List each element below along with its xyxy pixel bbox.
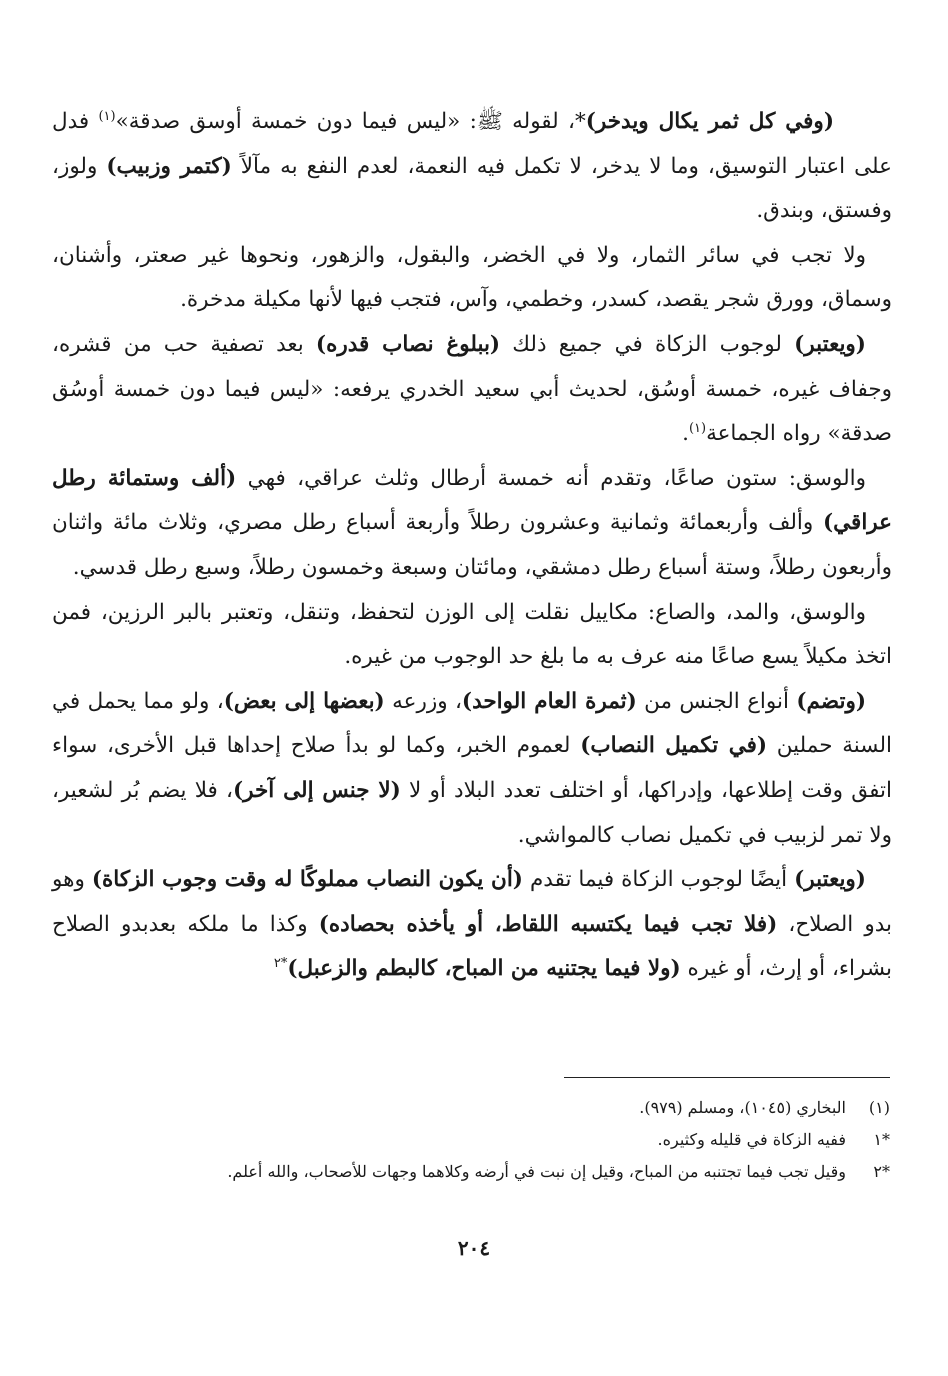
text-span: ولا تجب في سائر الثمار، ولا في الخضر، والبقول، والزهور، ونحوها غير صعتر، وأشنان، وسماق، وورق شجر يقصد، كسدر، وخطمي، وآس، فتجب فيها لأنها مكيلة مدخرة. (52, 242, 892, 313)
bold-term: (ألف وستمائة رطل عراقي) (52, 465, 892, 536)
text-span: لوجوب الزكاة في جميع ذلك (500, 331, 795, 357)
footnote (52, 1124, 890, 1156)
footnote-number: *١ (873, 1130, 890, 1149)
footnote-marker: * (574, 109, 586, 134)
text-span: أنواع الجنس من (636, 688, 797, 714)
bold-term: (فلا تجب فيما يكتسبه اللقاط، أو يأخذه بحصاده) (318, 911, 778, 937)
footnote (52, 1092, 890, 1124)
text-span: والوسق، والمد، والصاع: مكاييل نقلت إلى الوزن لتحفظ، وتنقل، وتعتبر بالبر الرزين، فمن اتخذ مكيلاً يسع صاعًا منه عرف به ما بلغ حد الوجوب من غيره. (52, 599, 892, 670)
text-span: ، وزرعه (384, 688, 462, 714)
page-number: ٢٠٤ (457, 1236, 491, 1260)
text-span: ، ولو مما يحمل في السنة حملين (52, 688, 892, 759)
paragraph-4 (52, 457, 892, 591)
bold-term: (ولا فيما يجتنيه من المباح، كالبطم والزعبل) (287, 956, 681, 982)
text-span: والوسق: ستون صاعًا، وتقدم أنه خمسة أرطال وثلث عراقي، فهي (236, 465, 867, 491)
paragraph-3 (52, 323, 892, 457)
text-span: وألف وأربعمائة وثمانية وعشرون رطلاً وأربعة أسباع رطل مصري، وثلاث مائة واثنان وأربعون رطلاً، وستة أسباع رطل دمشقي، ومائتان وسبعة وخمسون رطلاً، وسبع رطل قدسي. (52, 510, 892, 580)
paragraph-7 (52, 858, 892, 992)
bold-term: (ويعتبر) (794, 331, 866, 357)
footnotes (52, 1092, 890, 1188)
text-span: وكذا ما ملكه بعدبدو الصلاح بشراء، أو إرث، أو غيره (52, 911, 892, 982)
text-span: . (682, 421, 689, 447)
bold-term: (في تكميل النصاب) (580, 733, 768, 759)
footnote-separator (564, 1077, 890, 1078)
bold-term: (كتمر وزبيب) (106, 153, 232, 179)
paragraph-2 (52, 234, 892, 323)
paragraph-5 (52, 591, 892, 680)
bold-term: (وفي كل ثمر يكال ويدخر) (585, 109, 834, 134)
text-span: ، فلا يضم بُر لشعير، ولا تمر لزبيب في تكميل نصاب كالمواشي. (52, 777, 892, 848)
text-span: لعموم الخبر، وكما لو بدأ صلاح إحداها قبل الأخرى، سواء اتفق وقت إطلاعها، وإدراكها، أو اختلف تعدد البلاد أو لا (52, 733, 893, 803)
paragraph-1 (52, 100, 892, 234)
footnote-number: (١) (868, 1098, 890, 1117)
paragraph-6 (52, 680, 892, 858)
footnote-text: وقيل تجب فيما تجتنبه من المباح، وقيل إن نبت في أرضه وكلاهما وجهات للأصحاب، والله أعلم. (227, 1162, 846, 1181)
bold-term: (وتضم) (796, 688, 866, 714)
main-text (52, 100, 892, 992)
footnote-number: *٢ (873, 1162, 890, 1181)
footnote-text: البخاري (١٠٤٥)، ومسلم (٩٧٩). (639, 1098, 846, 1117)
bold-term: (بعضها إلى بعض) (223, 688, 385, 714)
text-span: بعد تصفية حب من قشره، وجفاف غيره، خمسة أوسُق، لحديث أبي سعيد الخدري يرفعه: «ليس فيما دون خمسة أوسُق صدقة» رواه الجماعة (52, 331, 892, 447)
bold-term: (ببلوغ نصاب قدره) (315, 331, 501, 357)
text-span: وهو بدو الصلاح، (52, 867, 892, 937)
bold-term: (ثمرة العام الواحد) (461, 688, 637, 714)
footnote-text: ففيه الزكاة في قليله وكثيره. (657, 1130, 846, 1149)
footnote-ref: (١) (688, 421, 707, 436)
bold-term: (لا جنس إلى آخر) (232, 777, 401, 803)
text-span: أيضًا لوجوب الزكاة فيما تقدم (522, 867, 795, 893)
bold-term: (ويعتبر) (794, 867, 866, 893)
text-span: فدل على اعتبار التوسيق، وما لا يدخر، لا تكمل فيه النعمة، لعدم النفع به مآلاً (52, 109, 893, 179)
footnote (52, 1156, 890, 1188)
text-span: ولوز، وفستق، وبندق. (52, 153, 892, 224)
footnote-marker: *٢ (273, 956, 288, 972)
bold-term: (أن يكون النصاب مملوكًا له وقت وجوب الزكاة) (91, 867, 523, 893)
text-span: ، لقوله ﷺ: «ليس فيما دون خمسة أوسق صدقة» (115, 109, 575, 134)
footnote-ref: (١) (98, 108, 116, 124)
